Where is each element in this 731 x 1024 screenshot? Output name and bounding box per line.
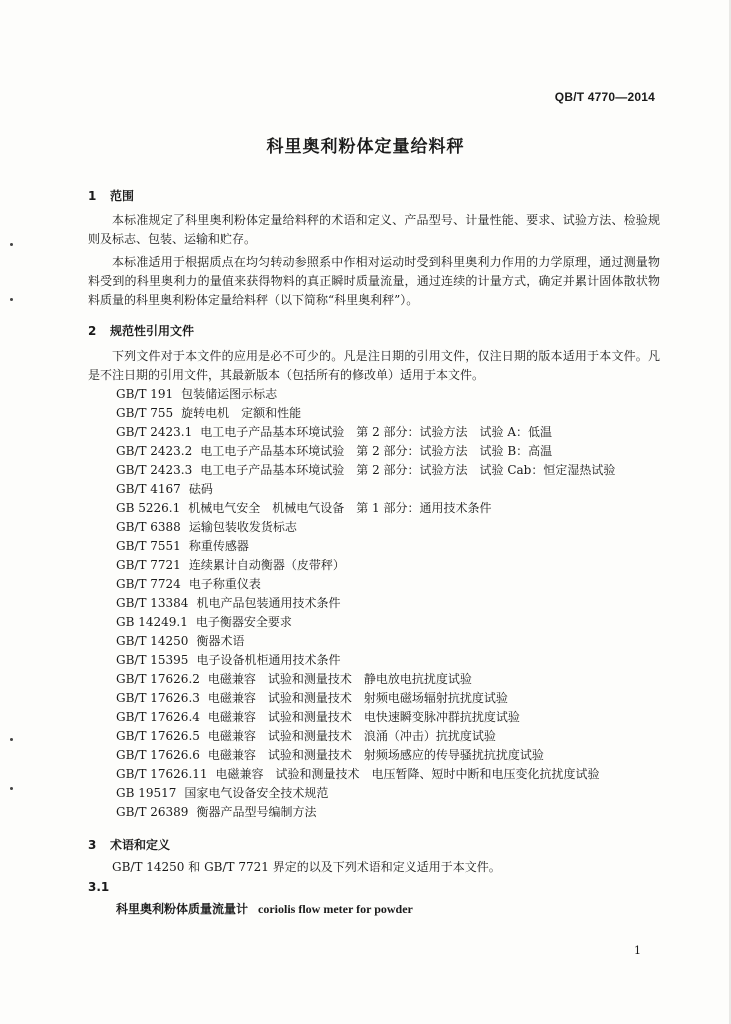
reference-item [116, 765, 615, 784]
reference-title: 电磁兼容 试验和测量技术 射频场感应的传导骚扰抗扰度试验 [207, 748, 544, 762]
section-1-paragraph-2: 本标准适用于根据质点在均匀转动参照系中作相对运动时受到科里奥利力作用的力学原理，通过测量物料受到的科里奥利力的量值来获得物料的真正瞬时质量流量，通过连续的计量方式，确定并累计固体散状物料质量的科里奥利粉体定量给料秤（以下简称“科里奥利秤”）。 [88, 255, 660, 307]
reference-title: 砝码 [188, 482, 213, 496]
reference-code: GB/T 7724 [116, 577, 181, 591]
reference-item [116, 670, 615, 689]
reference-code: GB/T 17626.4 [116, 710, 200, 724]
reference-title: 电磁兼容 试验和测量技术 射频电磁场辐射抗扰度试验 [207, 691, 508, 705]
scan-speck [10, 738, 13, 741]
reference-item [116, 613, 615, 632]
reference-code: GB/T 14250 [116, 634, 189, 648]
section-title: 术语和定义 [110, 838, 171, 852]
reference-code: GB/T 15395 [116, 653, 189, 667]
reference-code: GB/T 17626.5 [116, 729, 200, 743]
reference-code: GB/T 26389 [116, 805, 189, 819]
reference-code: GB/T 755 [116, 406, 174, 420]
reference-title: 衡器产品型号编制方法 [196, 805, 317, 819]
reference-code: GB/T 6388 [116, 520, 181, 534]
reference-code: GB/T 17626.3 [116, 691, 200, 705]
section-3-heading [88, 836, 170, 853]
reference-item [116, 708, 615, 727]
reference-title: 旋转电机 定额和性能 [181, 406, 302, 420]
reference-item [116, 803, 615, 822]
reference-title: 电子称重仪表 [188, 577, 261, 591]
scan-speck [10, 243, 13, 246]
reference-item [116, 746, 615, 765]
reference-code: GB/T 7721 [116, 558, 181, 572]
section-2-paragraph-1: 下列文件对于本文件的应用是必不可少的。凡是注日期的引用文件，仅注日期的版本适用于本文件。凡是不注日期的引用文件，其最新版本（包括所有的修改单）适用于本文件。 [88, 349, 660, 382]
normative-references-list [116, 385, 615, 822]
reference-title: 电磁兼容 试验和测量技术 浪涌（冲击）抗扰度试验 [207, 729, 496, 743]
reference-title: 电磁兼容 试验和测量技术 电压暂降、短时中断和电压变化抗扰度试验 [215, 767, 600, 781]
reference-item [116, 385, 615, 404]
reference-title: 电工电子产品基本环境试验 第 2 部分：试验方法 试验 Cab：恒定湿热试验 [200, 463, 616, 477]
reference-code: GB/T 7551 [116, 539, 181, 553]
reference-title: 称重传感器 [188, 539, 249, 553]
reference-title: 衡器术语 [196, 634, 245, 648]
term-english: coriolis flow meter for powder [258, 902, 413, 916]
scan-speck [10, 787, 13, 790]
document-title: 科里奥利粉体定量给料秤 [266, 137, 465, 157]
reference-title: 电磁兼容 试验和测量技术 静电放电抗扰度试验 [207, 672, 472, 686]
reference-code: GB/T 2423.2 [116, 444, 193, 458]
reference-code: GB/T 13384 [116, 596, 189, 610]
reference-item [116, 556, 615, 575]
reference-code: GB/T 2423.1 [116, 425, 193, 439]
reference-item [116, 594, 615, 613]
reference-item [116, 442, 615, 461]
reference-item [116, 499, 615, 518]
reference-code: GB/T 2423.3 [116, 463, 193, 477]
reference-item [116, 537, 615, 556]
reference-code: GB 5226.1 [116, 501, 181, 515]
section-number: 1 [88, 189, 97, 203]
reference-code: GB/T 17626.6 [116, 748, 200, 762]
reference-code: GB/T 17626.11 [116, 767, 208, 781]
reference-item [116, 480, 615, 499]
reference-title: 连续累计自动衡器（皮带秤） [188, 558, 345, 572]
reference-item [116, 632, 615, 651]
reference-item [116, 689, 615, 708]
section-2-heading [88, 322, 194, 339]
reference-title: 机械电气安全 机械电气设备 第 1 部分：通用技术条件 [188, 501, 492, 515]
reference-item [116, 404, 615, 423]
section-number: 3 [88, 838, 97, 852]
reference-item [116, 651, 615, 670]
reference-item [116, 423, 615, 442]
standard-code: QB/T 4770—2014 [554, 90, 655, 104]
reference-item [116, 461, 615, 480]
reference-title: 电工电子产品基本环境试验 第 2 部分：试验方法 试验 A：低温 [200, 425, 553, 439]
section-title: 范围 [110, 189, 135, 203]
reference-item [116, 784, 615, 803]
reference-title: 电工电子产品基本环境试验 第 2 部分：试验方法 试验 B：高温 [200, 444, 553, 458]
reference-code: GB/T 4167 [116, 482, 181, 496]
reference-code: GB 14249.1 [116, 615, 188, 629]
reference-item [116, 518, 615, 537]
reference-code: GB 19517 [116, 786, 177, 800]
reference-title: 包装储运图示标志 [181, 387, 278, 401]
term-entry [116, 900, 413, 917]
section-number: 2 [88, 324, 97, 338]
reference-title: 国家电气设备安全技术规范 [184, 786, 329, 800]
section-1-heading [88, 187, 134, 204]
section-1-paragraph-1: 本标准规定了科里奥利粉体定量给料秤的术语和定义、产品型号、计量性能、要求、试验方法、检验规则及标志、包装、运输和贮存。 [88, 213, 660, 246]
reference-code: GB/T 17626.2 [116, 672, 200, 686]
reference-title: 机电产品包装通用技术条件 [196, 596, 341, 610]
scan-speck [10, 298, 13, 301]
section-3-paragraph-1: GB/T 14250 和 GB/T 7721 界定的以及下列术语和定义适用于本文件。 [112, 860, 501, 874]
term-chinese: 科里奥利粉体质量流量计 [116, 902, 249, 916]
section-title: 规范性引用文件 [110, 324, 195, 338]
page-number: 1 [634, 944, 641, 957]
reference-code: GB/T 191 [116, 387, 174, 401]
reference-title: 电磁兼容 试验和测量技术 电快速瞬变脉冲群抗扰度试验 [207, 710, 520, 724]
subsection-number: 3.1 [88, 880, 110, 894]
reference-title: 电子衡器安全要求 [195, 615, 292, 629]
reference-item [116, 575, 615, 594]
reference-item [116, 727, 615, 746]
reference-title: 运输包装收发货标志 [188, 520, 297, 534]
reference-title: 电子设备机柜通用技术条件 [196, 653, 341, 667]
